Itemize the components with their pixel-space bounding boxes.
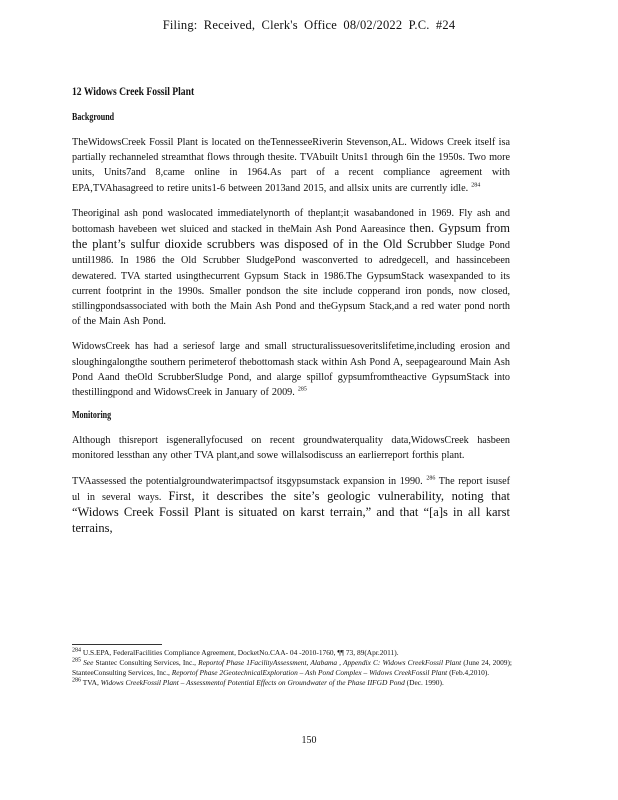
footnote-title: Reportof Phase 2GeotechnicalExploration – Ash Pond Complex – Widows CreekFossil Plant <box>169 667 448 677</box>
footnote-text: U.S.EPA, FederalFacilities Compliance Agreement, DocketNo.CAA- 04 -2010-1760, ¶¶ 73, 89(Apr.2011). <box>82 648 399 657</box>
paragraph-text: WidowsCreek has had a seriesof large and small structuralissuesoveritslifetime,including erosion and sloughingalongthe southern perimeterof thebottomash stack within Ash Pond A, seepagearound Main Ash Pond Aand theOld ScrubberSludge Pond, and alarge spillof gypsumfromtheactive GypsumStack into thestillingpond and WidowsCreek in January of 2009. <box>72 341 510 399</box>
background-paragraph-3 <box>72 339 510 400</box>
paragraph-text: The report isusef ul in several ways. <box>72 475 511 503</box>
footnote-text: TVA, <box>82 678 99 688</box>
paragraph-text: TVAassessed the potentialgroundwaterimpactsof itsgypsumstack expansion in 1990. <box>72 475 423 487</box>
monitoring-heading: Monitoring <box>72 410 112 422</box>
footnote-284 <box>72 648 512 657</box>
footnote-number: 286 <box>72 677 81 684</box>
paragraph-text: Sludge Pond until1986. In 1986 the Old Scrubber SludgePond wasconverted to adredgecell, and hassincebeen dewatered. TVA started usingthecurrent Gypsum Stack in 1986.The GypsumStack wasexpanded to its current footprint in the 1990s. Smaller pondson the site include copperand iron ponds, now closed, stillingpondsassociated with both the Main Ash Pond and theGypsum Stack,and a red water pond north of the Main Ash Pond. <box>72 240 510 328</box>
footnote-signal: See <box>81 658 94 668</box>
section-title: 12 Widows Creek Fossil Plant <box>72 84 195 98</box>
background-heading: Background <box>72 112 115 123</box>
background-paragraph-1 <box>72 135 510 196</box>
footnote-285 <box>72 658 512 677</box>
footnote-title: Widows CreekFossil Plant – Assessmentof Potential Effects on Groundwater of the Phase IIFGD Pond <box>98 678 405 688</box>
footnote-text: (Dec. 1990). <box>404 678 444 688</box>
paragraph-text: Although thisreport isgenerallyfocused on recent groundwaterquality data,WidowsCreek hasbeen monitored lessthan any other TVA plant,and sowe willalsodiscuss an earlierreport forthis plant. <box>72 435 510 462</box>
page-number: 150 <box>301 735 317 746</box>
footnotes <box>72 648 512 689</box>
paragraph-text-large: then. Gypsum from the plant’s sulfur dioxide scrubbers was disposed of in the Old Scrubber <box>72 221 511 252</box>
paragraph-text: Theoriginal ash pond waslocated immediatelynorth of theplant;it wasabandoned in 1969. Fly ash and bottomash havebeen wet sluiced and stacked in theMain Ash Pond Aareasince <box>72 207 510 236</box>
footnote-ref-284: 284 <box>471 182 481 189</box>
footnote-number: 285 <box>72 657 81 664</box>
footnote-number: 284 <box>72 647 81 654</box>
footnote-text: (June 24, 2009); StanteeConsulting Services, Inc., <box>72 658 512 677</box>
footnote-divider <box>72 644 162 645</box>
footnote-text: (Feb.4,2010). <box>447 667 490 677</box>
paragraph-text: TheWidowsCreek Fossil Plant is located on theTennesseeRiverin Stevenson,AL. Widows Creek itself isa partially rechanneled streamthat flows through thesite. TVAbuilt Units1 through 6in the 1950s. Two more units, Units7and 8,came online in 1964.As part of a recent compliance agreement with EPA,TVAhasagreed to retire units1-6 between 2013and 2015, and allsix units are currently idle. <box>72 137 510 194</box>
monitoring-paragraph-2 <box>72 474 510 538</box>
paragraph-text-large: First, it describes the site’s geologic vulnerability, noting that “Widows Creek Fossil Plant is situated on karst terrain,” and that “[a]s in all karst terrains, <box>72 488 510 536</box>
footnote-text: Stantec Consulting Services, Inc., <box>95 658 196 668</box>
footnote-ref-286: 286 <box>426 475 436 482</box>
main-content <box>72 84 510 547</box>
filing-header: Filing: Received, Clerk's Office 08/02/2022 P.C. #24 <box>162 18 456 32</box>
footnote-title: Reportof Phase 1FacilityAssessment, Alabama , Appendix C: Widows CreekFossil Plant <box>195 658 462 668</box>
footnote-286 <box>72 678 512 687</box>
monitoring-paragraph-1 <box>72 433 510 463</box>
footnote-ref-285: 285 <box>297 386 307 393</box>
background-paragraph-2 <box>72 206 510 330</box>
